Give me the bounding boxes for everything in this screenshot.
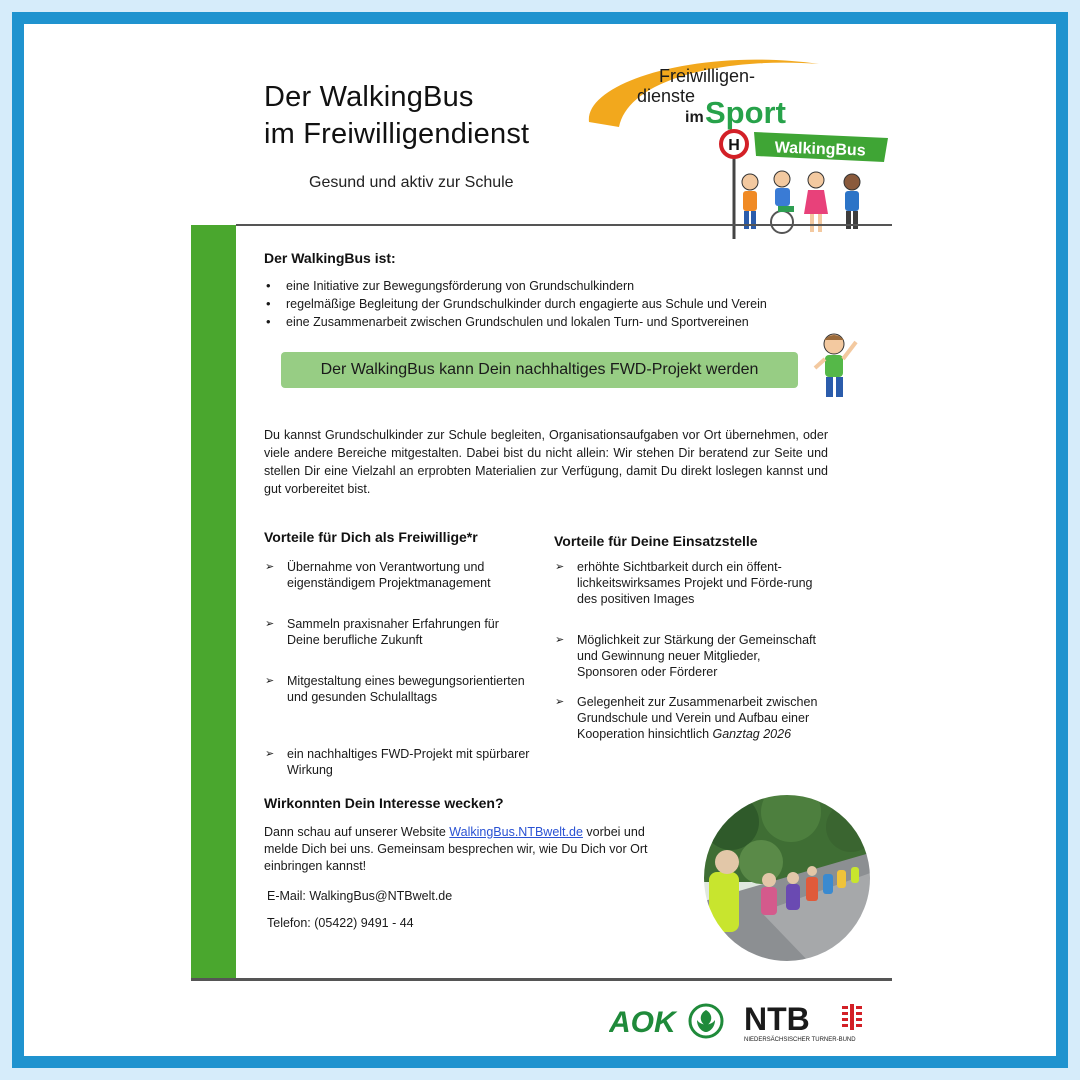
website-link[interactable]: WalkingBus.NTBwelt.de [449,825,583,839]
child-2-icon [804,172,828,232]
page-frame [12,12,1068,1068]
fwd-sport: Sport [705,95,786,130]
fwd-line-2: dienste [637,86,696,106]
child-3-icon [844,174,860,229]
list-item: • eine Zusammenarbeit zwischen Grundschulen und lokalen Turn- und Sportvereinen [264,313,767,331]
title-line-1: Der WalkingBus [264,81,474,113]
cta-banner: Der WalkingBus kann Dein nachhaltiges FWD-Projekt werden [281,352,798,388]
phone-line: Telefon: (05422) 9491 - 44 [267,916,414,930]
ntb-wordmark: NTB [744,1001,810,1037]
fwd-im-sport-logo [579,42,824,137]
contact-text-before: Dann schau auf unserer Website [264,825,450,839]
walkingbus-logo [712,124,890,244]
benefit-text: ➢ Sammeln praxisnaher Erfahrungen für Deine berufliche Zukunft [287,617,499,647]
intro-heading: Der WalkingBus ist: [264,250,396,266]
benefit-text: ➢ Möglichkeit zur Stärkung der Gemeinschaft und Gewinnung neuer Mitglieder, Sponsoren oder Förderer [577,633,816,679]
child-1-icon [742,174,758,229]
contact-text-after: vorbei und melde Dich bei uns. Gemeinsam besprechen wir, wie Du Dich vor Ort einbringen kannst! [264,825,648,873]
contact-paragraph [264,824,674,875]
benefit-text: Gelegenheit zur Zusammenarbeit zwischen Grundschule und Verein und Aufbau einer Kooperation hinsichtlich [577,695,818,741]
site-benefits-list [554,559,824,767]
page-title [264,79,529,153]
aok-wordmark: AOK [609,1006,676,1039]
benefit-emphasis: Ganztag 2026 [712,727,792,741]
list-item [264,559,534,616]
intro-list [264,277,767,331]
ntb-subtitle: NIEDERSÄCHSISCHER TURNER-BUND [744,1037,856,1043]
aok-logo [609,1000,724,1040]
waving-boy-icon [810,330,862,402]
list-item [264,673,534,746]
benefit-text: ➢ ein nachhaltiges FWD-Projekt mit spürbarer Wirkung [287,747,530,777]
walkingbus-photo [701,792,873,964]
contact-heading: Wirkonnten Dein Interesse wecken? [264,795,504,811]
ntb-logo [744,996,879,1044]
flyer-sheet [24,24,1056,1056]
title-line-2: im Freiwilligendienst [264,118,530,150]
benefit-text: ➢ Mitgestaltung eines bewegungsorientierten und gesunden Schulalltags [287,674,525,704]
top-divider [236,224,892,226]
benefit-text: ➢ Übernahme von Verantwortung und eigenständigem Projektmanagement [287,560,491,590]
list-item: • eine Initiative zur Bewegungsförderung von Grundschulkindern [264,277,767,295]
busstop-letter: H [728,137,740,154]
benefit-text: ➢ erhöhte Sichtbarkeit durch ein öffent-lichkeitswirksames Projekt und Förde-rung des positiven Images [577,560,813,606]
list-item [264,616,534,673]
bottom-divider [191,978,892,981]
site-benefits-heading: Vorteile für Deine Einsatzstelle [554,533,758,549]
list-item [554,632,824,694]
walkingbus-wordmark: WalkingBus [774,139,866,160]
volunteer-benefits-heading: Vorteile für Dich als Freiwillige*r [264,529,478,545]
volunteer-benefits-list [264,559,534,803]
subtitle: Gesund und aktiv zur Schule [309,174,514,191]
fwd-im: im [685,109,704,126]
list-item [554,694,824,767]
green-accent-bar [191,225,236,980]
email-line[interactable]: E-Mail: WalkingBus@NTBwelt.de [267,889,453,903]
list-item [554,559,824,632]
description-paragraph: Du kannst Grundschulkinder zur Schule begleiten, Organisationsaufgaben vor Ort übernehmen, oder viele andere Bereiche mitgestalten. Dabei bist du nicht allein: Wir stehen Dir beratend zur Seite und stellen Dir eine Vielzahl an erprobten Materialien zur Verfügung, damit Du direkt loslegen kannst und gut vorbereitet bist. [264,428,828,496]
fwd-line-1: Freiwilligen- [659,66,756,86]
list-item: • regelmäßige Begleitung der Grundschulkinder durch engagierte aus Schule und Verein [264,295,767,313]
